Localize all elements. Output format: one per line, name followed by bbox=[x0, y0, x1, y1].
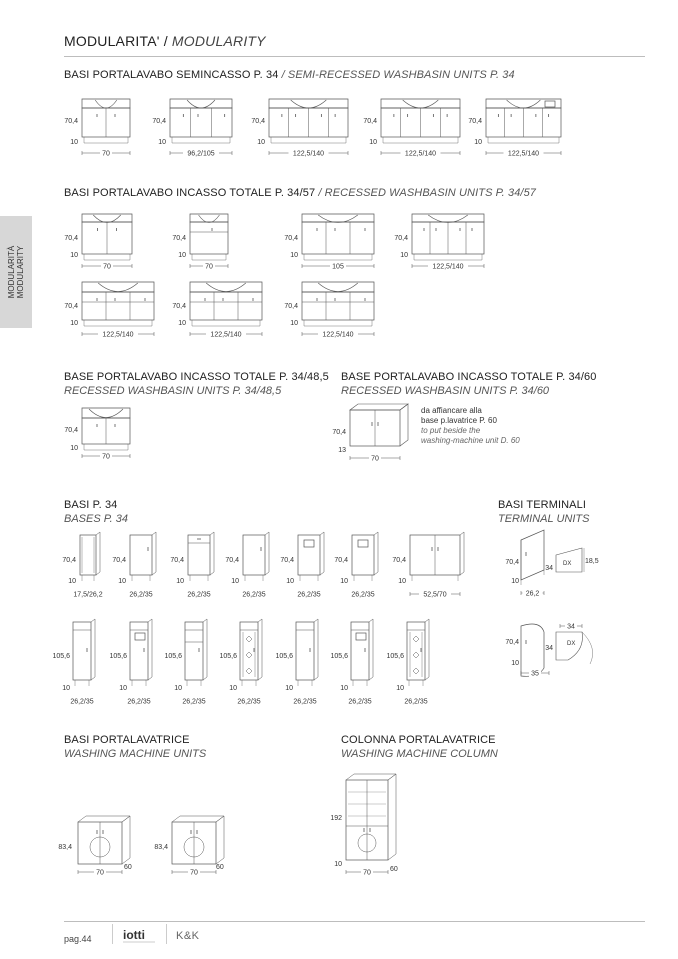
iotti-logo bbox=[122, 926, 156, 944]
width-dimension: 26,2/35 bbox=[182, 698, 206, 706]
dx-label: DX bbox=[563, 561, 572, 567]
width-dimension: 70 bbox=[103, 263, 111, 271]
height-dimension: 70,4 bbox=[468, 118, 482, 125]
height-dimension: 10 bbox=[62, 685, 70, 692]
height-dimension: 10 bbox=[231, 578, 239, 585]
height-dimension: 70,4 bbox=[62, 557, 76, 564]
height-dimension: 10 bbox=[174, 685, 182, 692]
height-dimension: 105,6 bbox=[219, 653, 237, 660]
tall-base-unit bbox=[407, 619, 429, 680]
washbasin-unit bbox=[302, 282, 374, 320]
width-dimension: 26,2/35 bbox=[297, 591, 321, 599]
height-dimension: 10 bbox=[290, 252, 298, 259]
base-unit bbox=[243, 532, 269, 575]
width-dimension: 122,5/140 bbox=[404, 150, 437, 158]
washbasin-unit bbox=[190, 282, 262, 320]
washing-machine-unit bbox=[172, 816, 224, 864]
height-dimension: 10 bbox=[118, 578, 126, 585]
width-dimension: 70 bbox=[205, 263, 213, 271]
height-dimension: 105,6 bbox=[330, 653, 348, 660]
height-dimension: 34 bbox=[545, 645, 553, 652]
width-dimension: 70 bbox=[363, 869, 371, 877]
height-dimension: 70,4 bbox=[505, 559, 519, 566]
height-dimension: 10 bbox=[257, 139, 265, 146]
washbasin-unit-perspective bbox=[350, 404, 408, 446]
washing-machine-unit bbox=[78, 816, 130, 864]
washbasin-unit bbox=[190, 214, 228, 254]
height-dimension: 105,6 bbox=[109, 653, 127, 660]
section-title-recessed: BASI PORTALAVABO INCASSO TOTALE P. 34/57 / RECESSED WASHBASIN UNITS P. 34/57 bbox=[64, 187, 537, 199]
height-dimension: 70,4 bbox=[64, 118, 78, 125]
appliance-icon bbox=[358, 540, 368, 547]
section-subtitle-bases: BASES P. 34 bbox=[64, 513, 129, 525]
footer-divider bbox=[64, 921, 645, 922]
tall-base-unit bbox=[351, 619, 373, 680]
width-dimension: 122,5/140 bbox=[102, 331, 134, 339]
width-dimension: 26,2/35 bbox=[127, 698, 151, 706]
tall-base-unit bbox=[130, 619, 152, 680]
page-title: MODULARITA' / MODULARITY bbox=[64, 33, 266, 49]
height-dimension: 10 bbox=[340, 685, 348, 692]
height-dimension: 10 bbox=[290, 320, 298, 327]
appliance-icon bbox=[304, 540, 314, 547]
height-dimension: 10 bbox=[340, 578, 348, 585]
tall-base-unit bbox=[185, 619, 207, 680]
height-dimension: 70,4 bbox=[225, 557, 239, 564]
appliance-icon bbox=[356, 633, 366, 640]
height-dimension: 10 bbox=[285, 685, 293, 692]
width-dimension: 26,2/35 bbox=[187, 591, 211, 599]
depth-dimension: 60 bbox=[390, 866, 398, 873]
height-dimension: 70,4 bbox=[64, 303, 78, 310]
height-dimension: 70,4 bbox=[392, 557, 406, 564]
width-dimension: 26,2 bbox=[525, 590, 540, 598]
height-dimension: 10 bbox=[334, 861, 342, 868]
height-dimension: 10 bbox=[158, 139, 166, 146]
footer-separator bbox=[112, 924, 113, 944]
section-title-base60: BASE PORTALAVABO INCASSO TOTALE P. 34/60 bbox=[341, 371, 597, 383]
base-unit bbox=[352, 532, 378, 575]
brand-name: K&K bbox=[176, 930, 200, 942]
base-unit bbox=[188, 532, 214, 575]
section-subtitle-washing: WASHING MACHINE UNITS bbox=[64, 748, 207, 760]
washbasin-unit bbox=[170, 99, 232, 137]
height-dimension: 83,4 bbox=[58, 844, 72, 851]
base-unit bbox=[130, 532, 156, 575]
tall-base-unit bbox=[240, 619, 262, 680]
height-dimension: 70,4 bbox=[280, 557, 294, 564]
washbasin-unit bbox=[82, 282, 154, 320]
washing-machine-column bbox=[346, 774, 396, 860]
height-dimension: 105,6 bbox=[275, 653, 293, 660]
height-dimension: 70,4 bbox=[172, 235, 186, 242]
width-dimension: 122,5/140 bbox=[507, 150, 540, 158]
terminal-unit-angled bbox=[521, 530, 582, 580]
section-title-base485: BASE PORTALAVABO INCASSO TOTALE P. 34/48,5 bbox=[64, 371, 329, 383]
height-dimension: 10 bbox=[398, 578, 406, 585]
width-dimension: 105 bbox=[332, 263, 344, 271]
width-dimension: 26,2/35 bbox=[351, 591, 375, 599]
section-subtitle-column: WASHING MACHINE COLUMN bbox=[341, 748, 498, 760]
height-dimension: 10 bbox=[369, 139, 377, 146]
footer-separator-2 bbox=[166, 924, 167, 944]
height-dimension: 192 bbox=[330, 815, 342, 822]
small-sink-icon bbox=[545, 101, 555, 107]
depth-dimension: 60 bbox=[216, 864, 224, 871]
section-subtitle-base60: RECESSED WASHBASIN UNITS P. 34/60 bbox=[341, 385, 550, 397]
side-tab[interactable]: MODULARITÀ MODULARITY bbox=[0, 216, 32, 328]
section-title-column: COLONNA PORTALAVATRICE bbox=[341, 734, 496, 746]
width-dimension: 96,2/105 bbox=[187, 150, 215, 158]
height-dimension: 34 bbox=[545, 565, 553, 572]
height-dimension: 10 bbox=[400, 252, 408, 259]
height-dimension: 70,4 bbox=[332, 429, 346, 436]
height-dimension: 10 bbox=[396, 685, 404, 692]
width-dimension: 70 bbox=[371, 455, 379, 463]
dx-label: DX bbox=[567, 641, 576, 647]
width-dimension: 26,2/35 bbox=[242, 591, 266, 599]
width-dimension: 17,5/26,2 bbox=[73, 591, 103, 599]
section-title-washing: BASI PORTALAVATRICE bbox=[64, 734, 190, 746]
height-dimension: 70,4 bbox=[112, 557, 126, 564]
width-dimension: 122,5/140 bbox=[210, 331, 242, 339]
height-dimension: 83,4 bbox=[154, 844, 168, 851]
width-dimension: 26,2/35 bbox=[70, 698, 94, 706]
height-dimension: 70,4 bbox=[284, 235, 298, 242]
section-title-terminal: BASI TERMINALI bbox=[498, 499, 586, 511]
base-unit bbox=[298, 532, 324, 575]
height-dimension: 10 bbox=[70, 139, 78, 146]
height-dimension: 10 bbox=[474, 139, 482, 146]
placement-note: da affiancare alla base p.lavatrice P. 60 to put beside the washing-machine unit D. 60 bbox=[421, 406, 520, 445]
page-number: pag.44 bbox=[64, 934, 92, 944]
height-dimension: 10 bbox=[511, 578, 519, 585]
width-dimension: 70 bbox=[102, 150, 110, 158]
height-dimension: 70,4 bbox=[251, 118, 265, 125]
height-dimension: 70,4 bbox=[394, 235, 408, 242]
width-dimension: 34 bbox=[567, 623, 575, 631]
width-dimension: 122,5/140 bbox=[292, 150, 325, 158]
tall-base-unit bbox=[73, 619, 95, 680]
width-dimension: 26,2/35 bbox=[129, 591, 153, 599]
height-dimension: 10 bbox=[286, 578, 294, 585]
height-dimension: 70,4 bbox=[505, 639, 519, 646]
height-dimension: 10 bbox=[178, 320, 186, 327]
depth-dimension: 60 bbox=[124, 864, 132, 871]
svg-text:iotti: iotti bbox=[123, 928, 145, 942]
height-dimension: 70,4 bbox=[284, 303, 298, 310]
section-title-bases: BASI P. 34 bbox=[64, 499, 118, 511]
height-dimension: 10 bbox=[511, 660, 519, 667]
width-dimension: 122,5/140 bbox=[322, 331, 354, 339]
width-dimension: 35 bbox=[531, 670, 539, 678]
base-unit bbox=[80, 532, 100, 575]
height-dimension: 70,4 bbox=[170, 557, 184, 564]
width-dimension: 70 bbox=[96, 869, 104, 877]
section-subtitle-terminal: TERMINAL UNITS bbox=[498, 513, 590, 525]
height-dimension: 13 bbox=[338, 447, 346, 454]
width-dimension: 26,2/35 bbox=[404, 698, 428, 706]
height-dimension: 10 bbox=[229, 685, 237, 692]
height-dimension: 10 bbox=[70, 445, 78, 452]
depth-dimension: 18,5 bbox=[585, 558, 599, 565]
width-dimension: 26,2/35 bbox=[348, 698, 372, 706]
height-dimension: 70,4 bbox=[363, 118, 377, 125]
height-dimension: 105,6 bbox=[52, 653, 70, 660]
plan-view bbox=[556, 548, 582, 572]
height-dimension: 10 bbox=[68, 578, 76, 585]
height-dimension: 70,4 bbox=[64, 235, 78, 242]
height-dimension: 70,4 bbox=[152, 118, 166, 125]
height-dimension: 10 bbox=[70, 320, 78, 327]
height-dimension: 10 bbox=[178, 252, 186, 259]
height-dimension: 10 bbox=[119, 685, 127, 692]
height-dimension: 105,6 bbox=[386, 653, 404, 660]
height-dimension: 70,4 bbox=[334, 557, 348, 564]
base-unit bbox=[410, 532, 464, 575]
terminal-unit-curved bbox=[521, 624, 593, 676]
height-dimension: 105,6 bbox=[164, 653, 182, 660]
tall-base-unit bbox=[296, 619, 318, 680]
width-dimension: 52,5/70 bbox=[423, 591, 447, 599]
width-dimension: 122,5/140 bbox=[432, 263, 464, 271]
appliance-icon bbox=[135, 633, 145, 640]
height-dimension: 10 bbox=[176, 578, 184, 585]
section-title-semi: BASI PORTALAVABO SEMINCASSO P. 34 / SEMI-RECESSED WASHBASIN UNITS P. 34 bbox=[64, 69, 515, 81]
width-dimension: 70 bbox=[190, 869, 198, 877]
height-dimension: 70,4 bbox=[64, 427, 78, 434]
washbasin-unit bbox=[302, 214, 374, 254]
width-dimension: 26,2/35 bbox=[237, 698, 261, 706]
width-dimension: 70 bbox=[102, 453, 110, 461]
height-dimension: 10 bbox=[70, 252, 78, 259]
height-dimension: 70,4 bbox=[172, 303, 186, 310]
section-subtitle-base485: RECESSED WASHBASIN UNITS P. 34/48,5 bbox=[64, 385, 282, 397]
width-dimension: 26,2/35 bbox=[293, 698, 317, 706]
